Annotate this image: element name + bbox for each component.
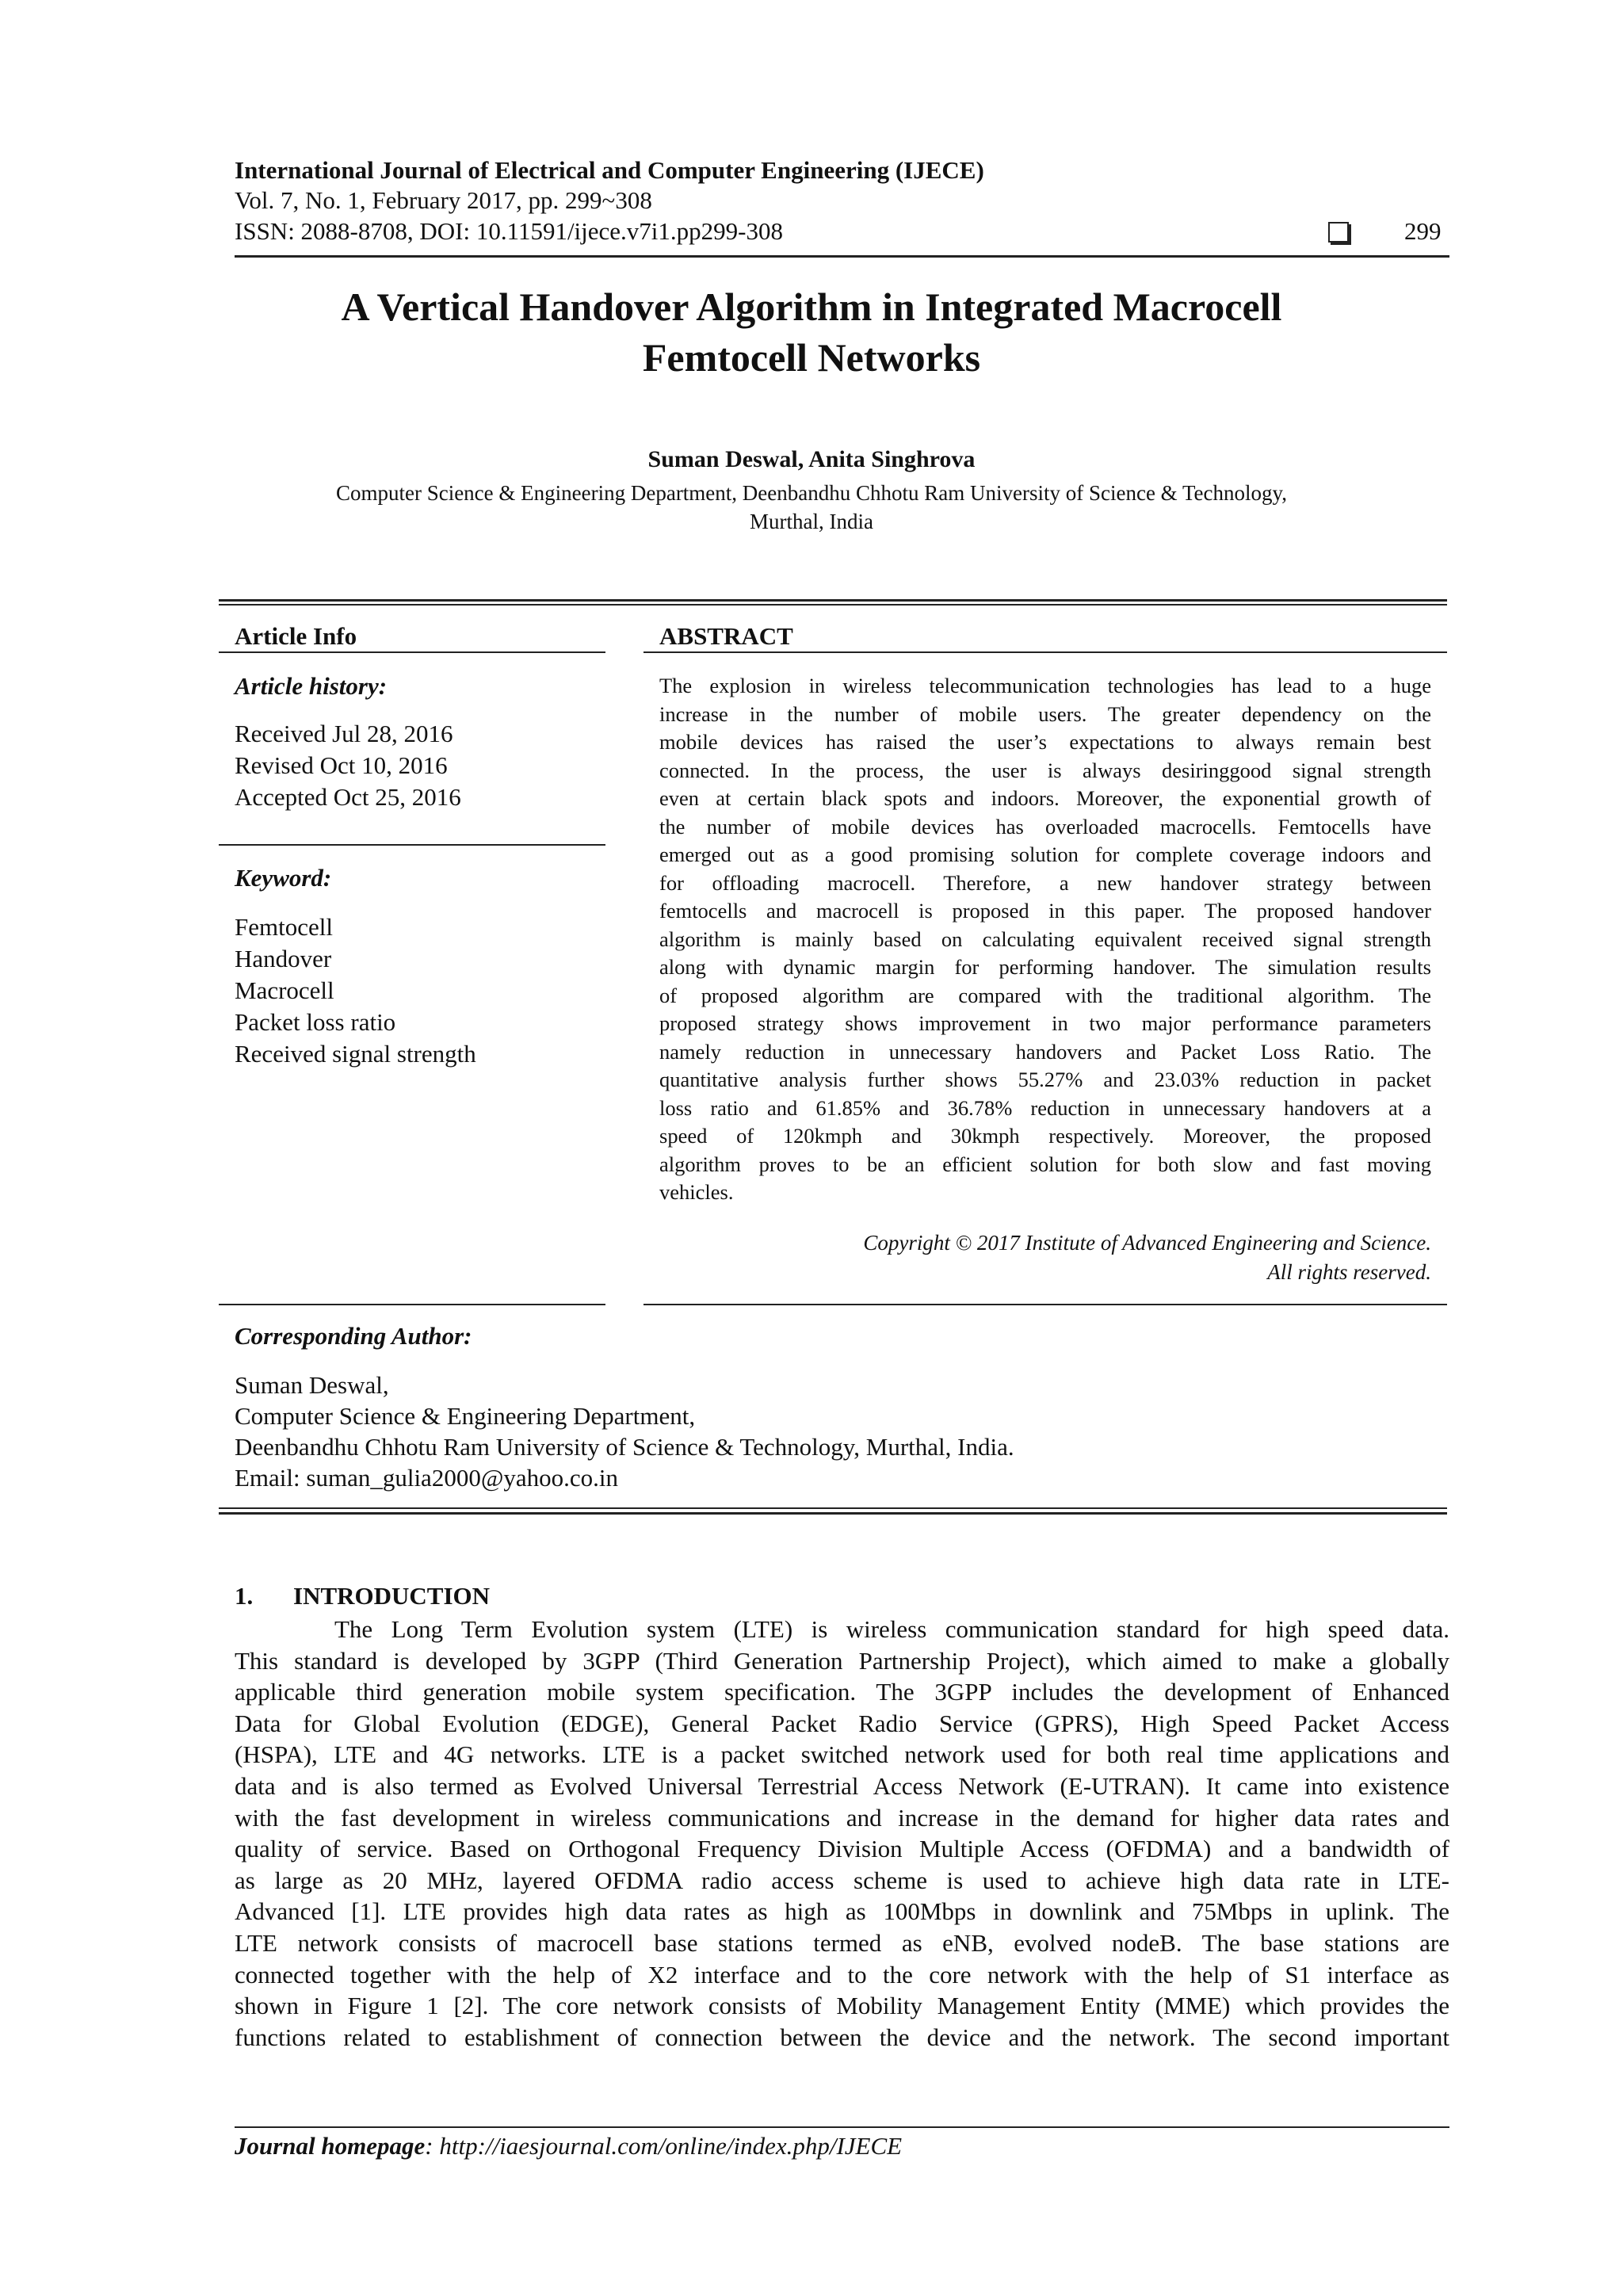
intro-line: with the fast development in wireless communications and increase in the demand for higher data rates and <box>235 1803 1449 1832</box>
abstract-line: increase in the number of mobile users. The greater dependency on the <box>659 701 1431 726</box>
accepted-date: Accepted Oct 25, 2016 <box>235 783 461 811</box>
abstract-heading: ABSTRACT <box>659 622 793 650</box>
keyword-item: Received signal strength <box>235 1040 476 1068</box>
abstract-line: speed of 120kmph and 30kmph respectively. Moreover, the proposed <box>659 1124 1431 1148</box>
right-column-bottom-rule <box>643 1304 1447 1305</box>
abstract-line: for offloading macrocell. Therefore, a new handover strategy between <box>659 870 1431 895</box>
intro-line: Advanced [1]. LTE provides high data rates as high as 100Mbps in downlink and 75Mbps in uplink. The <box>235 1897 1449 1926</box>
corresponding-univ: Deenbandhu Chhotu Ram University of Science & Technology, Murthal, India. <box>235 1433 1014 1461</box>
keyword-item: Macrocell <box>235 976 334 1004</box>
journal-homepage <box>235 2132 902 2160</box>
homepage-label: Journal homepage <box>235 2132 426 2160</box>
corresponding-email[interactable]: Email: suman_gulia2000@yahoo.co.in <box>235 1464 618 1492</box>
keyword-item: Femtocell <box>235 913 333 941</box>
homepage-link[interactable]: : http://iaesjournal.com/online/index.php/IJECE <box>425 2132 903 2160</box>
infobox-top-rule <box>219 599 1447 602</box>
section-heading: INTRODUCTION <box>293 1582 491 1610</box>
introduction-body <box>235 1614 1449 2053</box>
abstract-line: algorithm proves to be an efficient solution for both slow and fast moving <box>659 1152 1431 1176</box>
footer-rule <box>235 2126 1449 2128</box>
left-column-bottom-rule <box>219 1304 605 1305</box>
infobox-bottom-rule-2 <box>219 1512 1447 1515</box>
intro-line: This standard is developed by 3GPP (Third Generation Partnership Project), which aimed to make a globally <box>235 1646 1449 1675</box>
received-date: Received Jul 28, 2016 <box>235 720 453 747</box>
article-info-heading: Article Info <box>235 622 357 650</box>
infobox-top-rule-2 <box>219 604 1447 606</box>
intro-line: Data for Global Evolution (EDGE), General Packet Radio Service (GPRS), High Speed Packet Access <box>235 1709 1449 1737</box>
section-number: 1. <box>235 1582 254 1610</box>
abstract-rule <box>643 651 1447 653</box>
affiliation-line2: Murthal, India <box>750 510 873 533</box>
keyword-heading: Keyword: <box>235 864 332 892</box>
abstract-line: algorithm is mainly based on calculating equivalent received signal strength <box>659 926 1431 951</box>
abstract-line: namely reduction in unnecessary handovers and Packet Loss Ratio. The <box>659 1039 1431 1064</box>
abstract-line: vehicles. <box>659 1180 734 1204</box>
header-rule <box>235 255 1449 258</box>
abstract-line: the number of mobile devices has overloaded macrocells. Femtocells have <box>659 814 1431 839</box>
copyright-line1: Copyright © 2017 Institute of Advanced Engineering and Science. <box>863 1231 1431 1255</box>
abstract-line: emerged out as a good promising solution for complete coverage indoors and <box>659 842 1431 866</box>
intro-line: connected together with the help of X2 interface and to the core network with the help of S1 interface as <box>235 1960 1449 1988</box>
copyright-line2: All rights reserved. <box>1267 1260 1431 1284</box>
intro-line: applicable third generation mobile system specification. The 3GPP includes the development of Enhanced <box>235 1678 1449 1706</box>
abstract-line: femtocells and macrocell is proposed in this paper. The proposed handover <box>659 899 1431 923</box>
intro-line: data and is also termed as Evolved Universal Terrestrial Access Network (E-UTRAN). It came into existence <box>235 1771 1449 1800</box>
paper-title-line2: Femtocell Networks <box>642 335 981 380</box>
checkbox-box-icon <box>1328 222 1349 243</box>
corresponding-dept: Computer Science & Engineering Department, <box>235 1402 696 1430</box>
abstract-line: mobile devices has raised the user’s expectations to always remain best <box>659 730 1431 754</box>
keyword-rule <box>219 844 605 846</box>
intro-line: quality of service. Based on Orthogonal Frequency Division Multiple Access (OFDMA) and a bandwidth of <box>235 1835 1449 1863</box>
issn-doi: ISSN: 2088-8708, DOI: 10.11591/ijece.v7i1.pp299-308 <box>235 217 783 245</box>
intro-line: LTE network consists of macrocell base stations termed as eNB, evolved nodeB. The base stations are <box>235 1928 1449 1957</box>
infobox-bottom-rule <box>219 1507 1447 1509</box>
volume-info: Vol. 7, No. 1, February 2017, pp. 299~308 <box>235 186 652 214</box>
page-number: 299 <box>1404 217 1442 245</box>
corresponding-heading: Corresponding Author: <box>235 1322 472 1350</box>
abstract-line: connected. In the process, the user is always desiringgood signal strength <box>659 758 1431 782</box>
article-info-rule <box>219 651 605 653</box>
abstract-line: loss ratio and 61.85% and 36.78% reduction in unnecessary handovers at a <box>659 1095 1431 1120</box>
abstract-line: proposed strategy shows improvement in two major performance parameters <box>659 1011 1431 1035</box>
affiliation-line1: Computer Science & Engineering Department, Deenbandhu Chhotu Ram University of Science & Technology, <box>335 481 1288 505</box>
keyword-item: Packet loss ratio <box>235 1008 396 1036</box>
revised-date: Revised Oct 10, 2016 <box>235 751 448 779</box>
intro-line: functions related to establishment of connection between the device and the network. The second important <box>235 2023 1449 2051</box>
journal-name: International Journal of Electrical and Computer Engineering (IJECE) <box>235 156 984 184</box>
author-names: Suman Deswal, Anita Singhrova <box>647 446 976 472</box>
abstract-line: along with dynamic margin for performing handover. The simulation results <box>659 955 1431 979</box>
article-history-heading: Article history: <box>235 672 388 700</box>
intro-line: shown in Figure 1 [2]. The core network consists of Mobility Management Entity (MME) which provides the <box>235 1992 1449 2020</box>
abstract-line: quantitative analysis further shows 55.27% and 23.03% reduction in packet <box>659 1068 1431 1091</box>
paper-title-line1: A Vertical Handover Algorithm in Integrated Macrocell <box>341 285 1282 329</box>
intro-line: (HSPA), LTE and 4G networks. LTE is a packet switched network used for both real time applications and <box>235 1740 1449 1769</box>
corresponding-name: Suman Deswal, <box>235 1371 389 1399</box>
keyword-item: Handover <box>235 945 332 972</box>
intro-line: as large as 20 MHz, layered OFDMA radio access scheme is used to achieve high data rate in LTE- <box>235 1866 1449 1894</box>
abstract-line: The explosion in wireless telecommunication technologies has lead to a huge <box>659 674 1431 697</box>
abstract-body <box>659 672 1431 1207</box>
intro-line: The Long Term Evolution system (LTE) is wireless communication standard for high speed data. <box>334 1615 1449 1643</box>
abstract-line: even at certain black spots and indoors. Moreover, the exponential growth of <box>659 786 1431 810</box>
abstract-line: of proposed algorithm are compared with the traditional algorithm. The <box>659 983 1431 1007</box>
